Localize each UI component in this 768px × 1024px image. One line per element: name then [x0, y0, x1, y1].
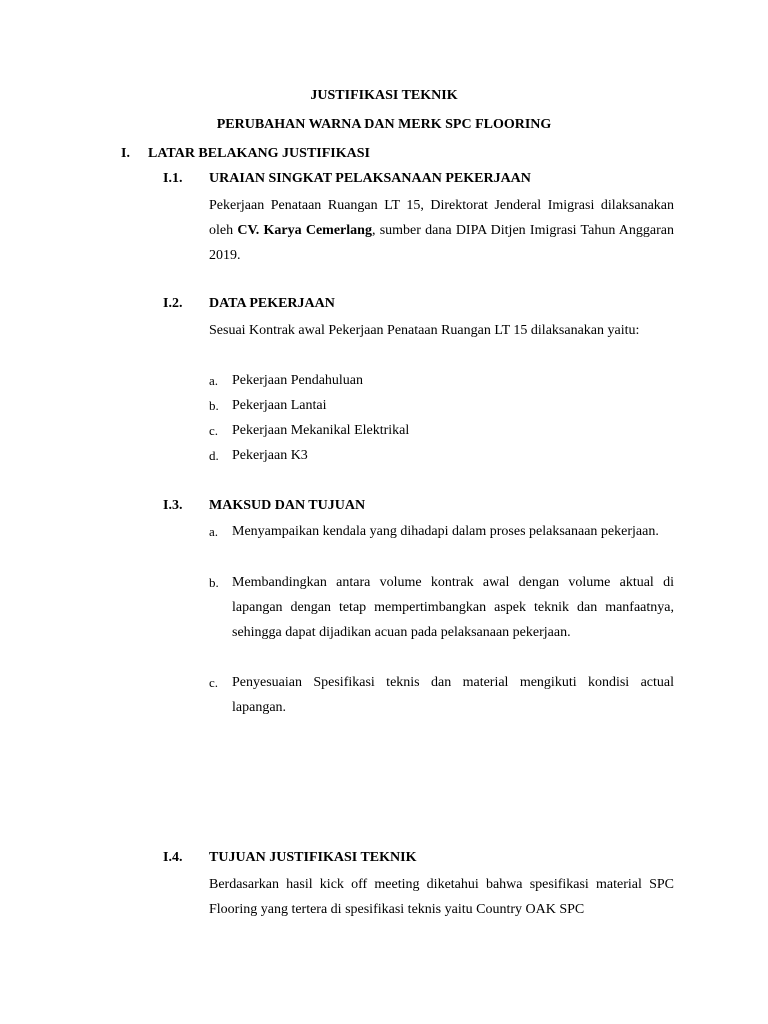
document-title: JUSTIFIKASI TEKNIK	[310, 88, 458, 103]
section-1-1-number: I.1.	[163, 171, 183, 186]
paragraph-text: Pekerjaan Penataan Ruangan LT 15, Direktorat Jenderal Imigrasi dilaksanakan oleh	[209, 198, 674, 238]
list-text: Pekerjaan K3	[232, 448, 308, 463]
list-text: Pekerjaan Mekanikal Elektrikal	[232, 423, 410, 438]
list-text: Pekerjaan Lantai	[232, 398, 327, 413]
list-text: Menyampaikan kendala yang dihadapi dalam proses pelaksanaan pekerjaan.	[232, 524, 659, 539]
contractor-name: CV. Karya Cemerlang	[237, 223, 372, 238]
section-1-2-number: I.2.	[163, 296, 183, 311]
section-1-number: I.	[121, 146, 130, 161]
list-text: Membandingkan antara volume kontrak awal dengan volume aktual di lapangan dengan tetap mempertimbangkan aspek teknik dan manfaatnya, sehingga dapat dijadikan acuan pada pelaksanaan pekerjaan.	[232, 575, 674, 640]
list-marker: b.	[209, 398, 219, 413]
list-marker: c.	[209, 423, 219, 438]
list-text: Pekerjaan Pendahuluan	[232, 373, 364, 388]
section-1-2-heading: DATA PEKERJAAN	[209, 296, 335, 311]
document-subtitle: PERUBAHAN WARNA DAN MERK SPC FLOORING	[216, 117, 552, 132]
section-1-heading: LATAR BELAKANG JUSTIFIKASI	[148, 146, 370, 161]
list-marker: d.	[209, 448, 219, 463]
section-1-1-paragraph	[209, 193, 674, 268]
list-marker: c.	[209, 675, 219, 690]
section-1-3-heading: MAKSUD DAN TUJUAN	[209, 498, 366, 513]
list-text: Penyesuaian Spesifikasi teknis dan material mengikuti kondisi actual lapangan.	[232, 675, 674, 715]
section-1-4-heading: TUJUAN JUSTIFIKASI TEKNIK	[209, 850, 417, 865]
list-marker: a.	[209, 373, 219, 388]
section-1-4-paragraph: Berdasarkan hasil kick off meeting diketahui bahwa spesifikasi material SPC Flooring yang tertera di spesifikasi teknis yaitu Country OAK SPC	[209, 877, 674, 917]
section-1-1-heading: URAIAN SINGKAT PELAKSANAAN PEKERJAAN	[209, 171, 531, 186]
list-marker: a.	[209, 524, 219, 539]
list-marker: b.	[209, 575, 219, 590]
section-1-3-number: I.3.	[163, 498, 183, 513]
section-1-2-intro: Sesuai Kontrak awal Pekerjaan Penataan Ruangan LT 15 dilaksanakan yaitu:	[209, 323, 640, 338]
section-1-4-number: I.4.	[163, 850, 183, 865]
paragraph-text: , sumber dana DIPA Ditjen Imigrasi Tahun Anggaran 2019.	[209, 223, 675, 263]
